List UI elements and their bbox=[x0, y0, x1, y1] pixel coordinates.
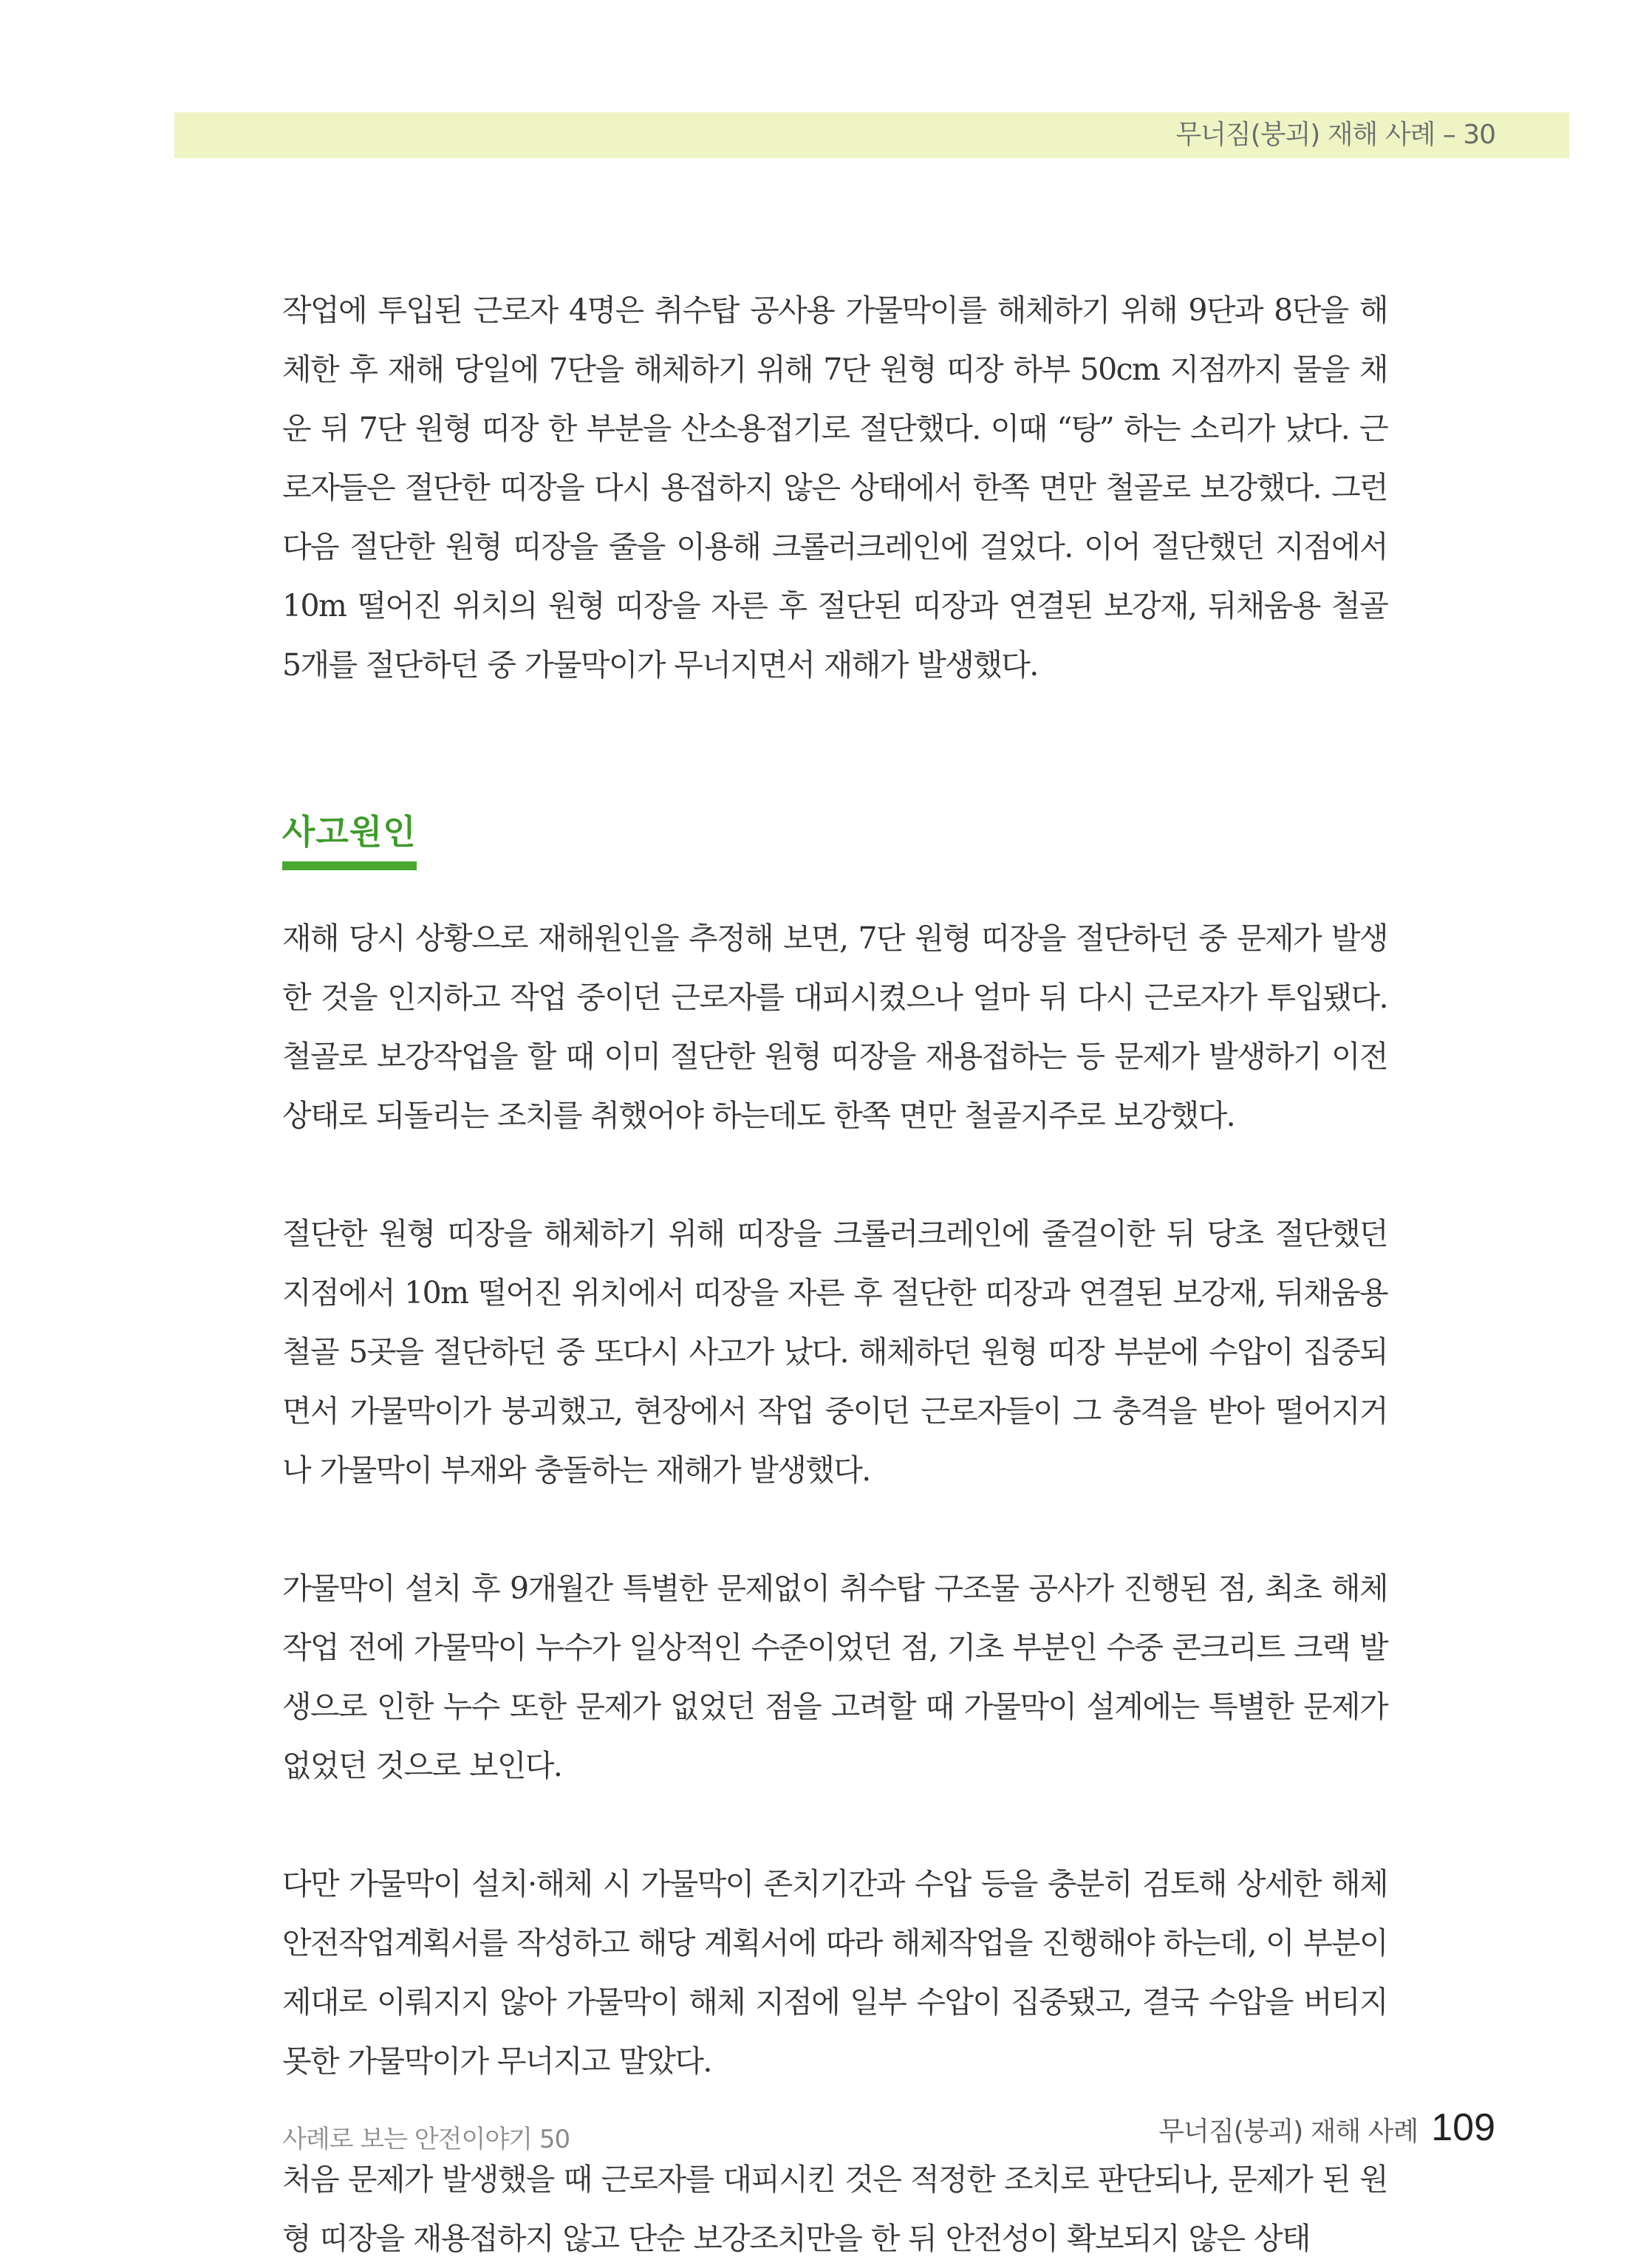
footer-right bbox=[1158, 2105, 1495, 2150]
cause-paragraph-5: 처음 문제가 발생했을 때 근로자를 대피시킨 것은 적정한 조치로 판단되나, 문제가 된 원형 띠장을 재용접하지 않고 단순 보강조치만을 한 뒤 안전성이 확보되지 않은 상태 bbox=[282, 2162, 1387, 2256]
footer-book-title: 사례로 보는 안전이야기 50 bbox=[282, 2125, 570, 2154]
section-heading: 사고원인 bbox=[282, 805, 417, 870]
cause-paragraph-3: 가물막이 설치 후 9개월간 특별한 문제없이 취수탑 구조물 공사가 진행된 점, 최초 해체작업 전에 가물막이 누수가 일상적인 수준이었던 점, 기초 부분인 수중 콘크리트 크랙 발생으로 인한 누수 또한 문제가 없었던 점을 고려할 때 가물막이 설계에는 특별한 문제가 없었던 것으로 보인다. bbox=[282, 1571, 1387, 1783]
page-number: 109 bbox=[1431, 2106, 1495, 2149]
running-header: 무너짐(붕괴) 재해 사례 – 30 bbox=[1175, 120, 1495, 150]
intro-paragraph: 작업에 투입된 근로자 4명은 취수탑 공사용 가물막이를 해체하기 위해 9단과 8단을 해체한 후 재해 당일에 7단을 해체하기 위해 7단 원형 띠장 하부 50cm 지점까지 물을 채운 뒤 7단 원형 띠장 한 부분을 산소용접기로 절단했다. 이때 “탕” 하는 소리가 났다. 근로자들은 절단한 띠장을 다시 용접하지 않은 상태에서 한쪽 면만 철골로 보강했다. 그런 다음 절단한 원형 띠장을 줄을 이용해 크롤러크레인에 걸었다. 이어 절단했던 지점에서 10m 떨어진 위치의 원형 띠장을 자른 후 절단된 띠장과 연결된 보강재, 뒤채움용 철골 5개를 절단하던 중 가물막이가 무너지면서 재해가 발생했다. bbox=[282, 293, 1387, 683]
page-content bbox=[282, 281, 1387, 2268]
cause-paragraph-2: 절단한 원형 띠장을 해체하기 위해 띠장을 크롤러크레인에 줄걸이한 뒤 당초 절단했던 지점에서 10m 떨어진 위치에서 띠장을 자른 후 절단한 띠장과 연결된 보강재, 뒤채움용 철골 5곳을 절단하던 중 또다시 사고가 났다. 해체하던 원형 띠장 부분에 수압이 집중되면서 가물막이가 붕괴했고, 현장에서 작업 중이던 근로자들이 그 충격을 받아 떨어지거나 가물막이 부재와 충돌하는 재해가 발생했다. bbox=[282, 1216, 1387, 1488]
footer-section-title: 무너짐(붕괴) 재해 사례 bbox=[1158, 2117, 1418, 2147]
cause-paragraph-4: 다만 가물막이 설치·해체 시 가물막이 존치기간과 수압 등을 충분히 검토해 상세한 해체안전작업계획서를 작성하고 해당 계획서에 따라 해체작업을 진행해야 하는데, 이 부분이 제대로 이뤄지지 않아 가물막이 해체 지점에 일부 수압이 집중됐고, 결국 수압을 버티지 못한 가물막이가 무너지고 말았다. bbox=[282, 1866, 1387, 2079]
cause-paragraph-1: 재해 당시 상황으로 재해원인을 추정해 보면, 7단 원형 띠장을 절단하던 중 문제가 발생한 것을 인지하고 작업 중이던 근로자를 대피시켰으나 얼마 뒤 다시 근로자가 투입됐다. 철골로 보강작업을 할 때 이미 절단한 원형 띠장을 재용접하는 등 문제가 발생하기 이전 상태로 되돌리는 조치를 취했어야 하는데도 한쪽 면만 철골지주로 보강했다. bbox=[282, 920, 1387, 1133]
